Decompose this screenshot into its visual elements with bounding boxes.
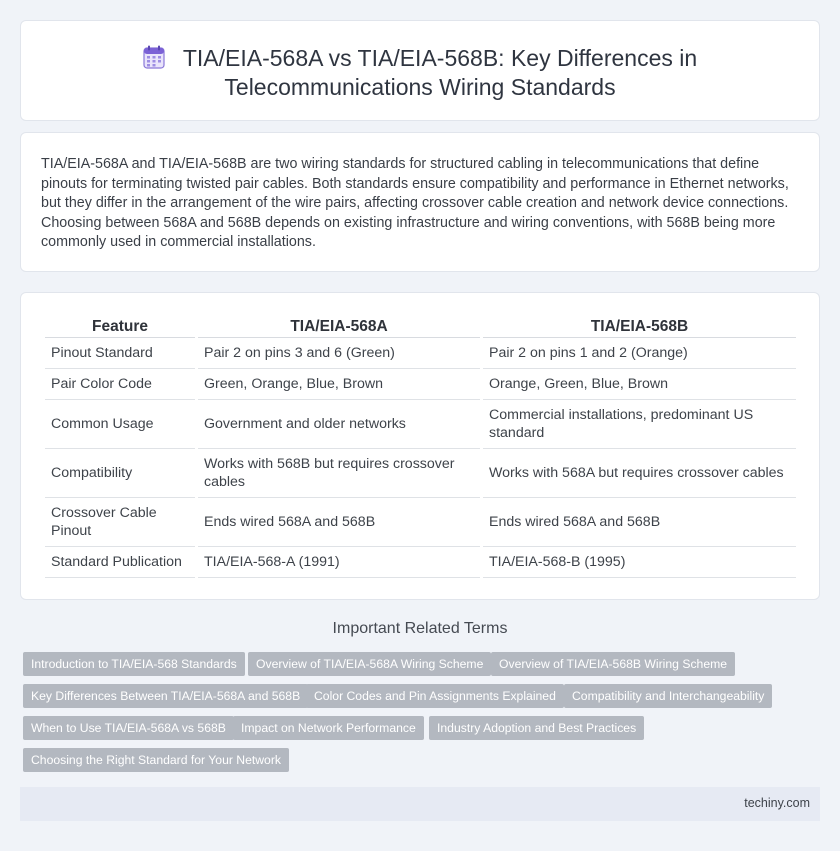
table-row bbox=[45, 400, 796, 449]
title-line-2: Telecommunications Wiring Standards bbox=[224, 74, 616, 100]
568a-cell: Works with 568B but requires crossover cables bbox=[198, 449, 480, 498]
related-term-tag[interactable]: Color Codes and Pin Assignments Explained bbox=[306, 684, 564, 708]
feature-cell: Pair Color Code bbox=[45, 369, 195, 400]
568b-cell: Pair 2 on pins 1 and 2 (Orange) bbox=[483, 338, 796, 369]
related-term-tag[interactable]: Introduction to TIA/EIA-568 Standards bbox=[23, 652, 245, 676]
table-row bbox=[45, 547, 796, 578]
568a-cell: Government and older networks bbox=[198, 400, 480, 449]
table-row bbox=[45, 369, 796, 400]
comparison-table bbox=[42, 315, 799, 578]
title-card bbox=[20, 20, 820, 121]
table-row bbox=[45, 449, 796, 498]
related-term-tag[interactable]: When to Use TIA/EIA-568A vs 568B bbox=[23, 716, 234, 740]
header-568b: TIA/EIA-568B bbox=[483, 315, 796, 338]
related-term-tag[interactable]: Choosing the Right Standard for Your Network bbox=[23, 748, 289, 772]
related-term-tag[interactable]: Overview of TIA/EIA-568A Wiring Scheme bbox=[248, 652, 491, 676]
intro-paragraph: TIA/EIA-568A and TIA/EIA-568B are two wiring standards for structured cabling in telecommunications that define pinouts for terminating twisted pair cables. Both standards ensure compatibility and performance in Ethernet networks, but they differ in the arrangement of the wire pairs, affecting crossover cable creation and network device connections. Choosing between 568A and 568B depends on existing infrastructure and wiring conventions, with 568B being more commonly used in commercial installations. bbox=[41, 156, 789, 251]
568b-cell: Commercial installations, predominant US standard bbox=[483, 400, 796, 449]
568a-cell: TIA/EIA-568-A (1991) bbox=[198, 547, 480, 578]
related-term-tag[interactable]: Overview of TIA/EIA-568B Wiring Scheme bbox=[491, 652, 735, 676]
related-term-tag[interactable]: Key Differences Between TIA/EIA-568A and 568B bbox=[23, 684, 308, 708]
568a-cell: Pair 2 on pins 3 and 6 (Green) bbox=[198, 338, 480, 369]
title-line-1: TIA/EIA-568A vs TIA/EIA-568B: Key Differences in bbox=[182, 45, 698, 71]
568b-cell: TIA/EIA-568-B (1995) bbox=[483, 547, 796, 578]
feature-cell: Pinout Standard bbox=[45, 338, 195, 369]
feature-cell: Common Usage bbox=[45, 400, 195, 449]
calendar-icon bbox=[143, 45, 165, 69]
table-header-row bbox=[45, 315, 796, 338]
table-row bbox=[45, 498, 796, 547]
568a-cell: Green, Orange, Blue, Brown bbox=[198, 369, 480, 400]
related-term-tag[interactable]: Industry Adoption and Best Practices bbox=[429, 716, 644, 740]
568b-cell: Orange, Green, Blue, Brown bbox=[483, 369, 796, 400]
comparison-card bbox=[20, 292, 820, 600]
page-title bbox=[21, 44, 819, 102]
table-row bbox=[45, 338, 796, 369]
related-terms-heading: Important Related Terms bbox=[332, 620, 508, 637]
header-feature: Feature bbox=[45, 315, 195, 338]
footer bbox=[20, 787, 820, 821]
intro-card bbox=[20, 132, 820, 272]
568b-cell: Ends wired 568A and 568B bbox=[483, 498, 796, 547]
related-term-tag[interactable]: Compatibility and Interchangeability bbox=[564, 684, 772, 708]
footer-site-link[interactable]: techiny.com bbox=[744, 796, 810, 810]
header-568a: TIA/EIA-568A bbox=[198, 315, 480, 338]
feature-cell: Standard Publication bbox=[45, 547, 195, 578]
568b-cell: Works with 568A but requires crossover cables bbox=[483, 449, 796, 498]
568a-cell: Ends wired 568A and 568B bbox=[198, 498, 480, 547]
feature-cell: Crossover Cable Pinout bbox=[45, 498, 195, 547]
feature-cell: Compatibility bbox=[45, 449, 195, 498]
related-term-tag[interactable]: Impact on Network Performance bbox=[233, 716, 424, 740]
